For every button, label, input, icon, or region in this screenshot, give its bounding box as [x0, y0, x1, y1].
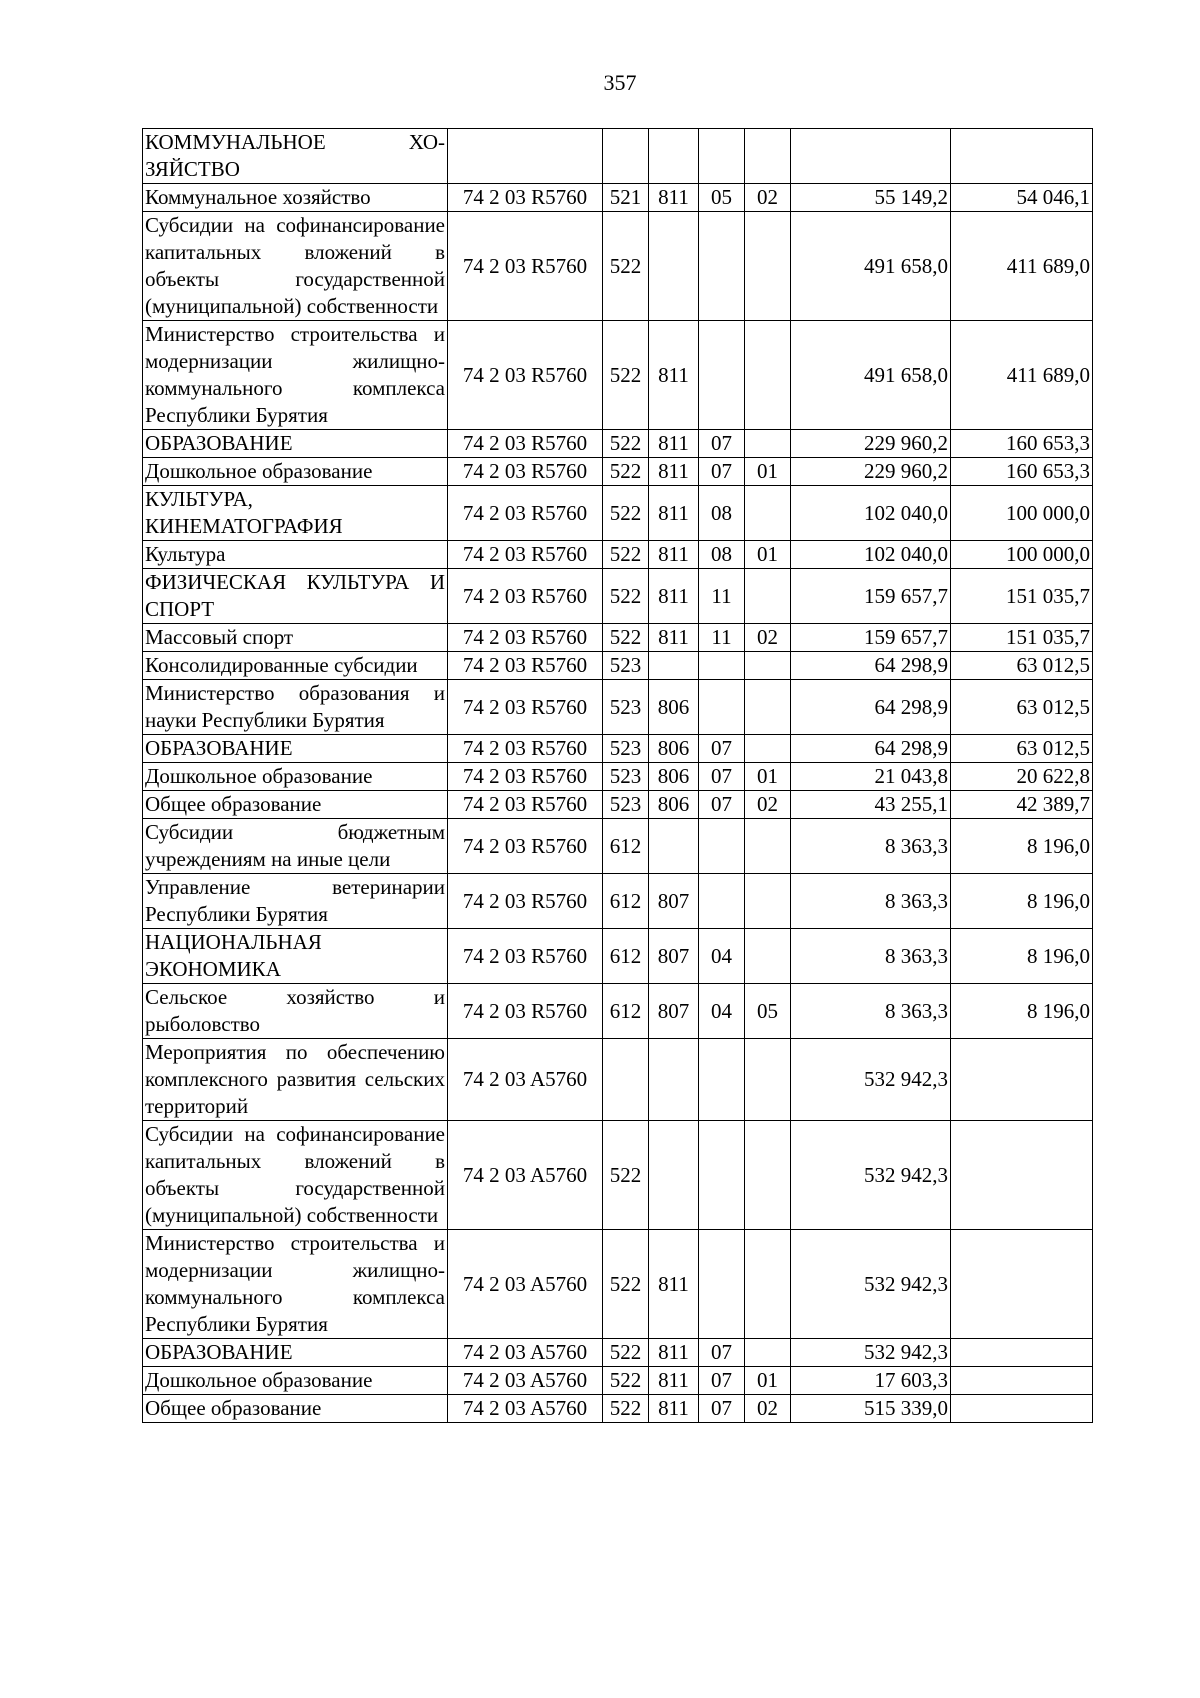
budget-table: [142, 128, 1093, 1423]
amount-year1-cell: 532 942,3: [791, 1039, 951, 1121]
subsection-cell: [745, 1039, 791, 1121]
amount-year1-cell: 532 942,3: [791, 1230, 951, 1339]
table-row: [143, 1367, 1093, 1395]
expense-type-cell: 612: [603, 984, 649, 1039]
ministry-code-cell: 811: [649, 430, 699, 458]
subsection-cell: 02: [745, 1395, 791, 1423]
row-name-cell: Дошкольное образование: [143, 763, 448, 791]
expense-type-cell: 521: [603, 184, 649, 212]
table-row: [143, 819, 1093, 874]
amount-year1-cell: 532 942,3: [791, 1121, 951, 1230]
target-code-cell: 74 2 03 A5760: [448, 1395, 603, 1423]
ministry-code-cell: 811: [649, 458, 699, 486]
amount-year2-cell: 63 012,5: [951, 735, 1093, 763]
section-cell: [699, 1230, 745, 1339]
expense-type-cell: 522: [603, 430, 649, 458]
amount-year1-cell: 8 363,3: [791, 874, 951, 929]
amount-year2-cell: 411 689,0: [951, 212, 1093, 321]
section-cell: [699, 874, 745, 929]
table-row: [143, 652, 1093, 680]
row-name-cell: КУЛЬТУРА, КИНЕМАТОГРАФИЯ: [143, 486, 448, 541]
row-name-cell: Министерство строительства и модернизации жилищно-коммунального комплекса Республики Бурятия: [143, 1230, 448, 1339]
section-cell: 04: [699, 984, 745, 1039]
table-row: [143, 763, 1093, 791]
target-code-cell: 74 2 03 R5760: [448, 874, 603, 929]
amount-year1-cell: [791, 129, 951, 184]
ministry-code-cell: [649, 1039, 699, 1121]
subsection-cell: [745, 212, 791, 321]
expense-type-cell: 522: [603, 486, 649, 541]
expense-type-cell: 523: [603, 763, 649, 791]
amount-year2-cell: 151 035,7: [951, 624, 1093, 652]
row-name-cell: Консолидированные субсидии: [143, 652, 448, 680]
row-name-cell: Массовый спорт: [143, 624, 448, 652]
row-name-cell: Коммунальное хозяйство: [143, 184, 448, 212]
ministry-code-cell: 806: [649, 735, 699, 763]
amount-year1-cell: 229 960,2: [791, 458, 951, 486]
ministry-code-cell: 806: [649, 763, 699, 791]
ministry-code-cell: 811: [649, 541, 699, 569]
table-row: [143, 212, 1093, 321]
row-name-cell: Мероприятия по обеспечению комплексного развития сельских территорий: [143, 1039, 448, 1121]
row-name-cell: КОММУНАЛЬНОЕ ХО-ЗЯЙСТВО: [143, 129, 448, 184]
subsection-cell: [745, 680, 791, 735]
amount-year1-cell: 55 149,2: [791, 184, 951, 212]
target-code-cell: 74 2 03 R5760: [448, 652, 603, 680]
amount-year1-cell: 8 363,3: [791, 819, 951, 874]
ministry-code-cell: 811: [649, 624, 699, 652]
target-code-cell: 74 2 03 R5760: [448, 624, 603, 652]
subsection-cell: 01: [745, 541, 791, 569]
amount-year2-cell: 8 196,0: [951, 984, 1093, 1039]
row-name-cell: Субсидии на софинансирование капитальных вложений в объекты государственной (муниципальной) собственности: [143, 1121, 448, 1230]
ministry-code-cell: 806: [649, 680, 699, 735]
amount-year1-cell: 102 040,0: [791, 486, 951, 541]
amount-year2-cell: [951, 1367, 1093, 1395]
row-name-cell: Субсидии на софинансирование капитальных вложений в объекты государственной (муниципальной) собственности: [143, 212, 448, 321]
amount-year1-cell: 532 942,3: [791, 1339, 951, 1367]
row-name-cell: Субсидии бюджетным учреждениям на иные цели: [143, 819, 448, 874]
amount-year2-cell: [951, 1395, 1093, 1423]
amount-year2-cell: 160 653,3: [951, 430, 1093, 458]
row-name-cell: ОБРАЗОВАНИЕ: [143, 430, 448, 458]
subsection-cell: 01: [745, 763, 791, 791]
expense-type-cell: 522: [603, 1367, 649, 1395]
amount-year2-cell: 8 196,0: [951, 929, 1093, 984]
target-code-cell: 74 2 03 R5760: [448, 819, 603, 874]
amount-year1-cell: 102 040,0: [791, 541, 951, 569]
amount-year2-cell: [951, 1339, 1093, 1367]
table-row: [143, 1121, 1093, 1230]
subsection-cell: [745, 929, 791, 984]
section-cell: [699, 212, 745, 321]
table-row: [143, 735, 1093, 763]
amount-year2-cell: 100 000,0: [951, 486, 1093, 541]
target-code-cell: 74 2 03 R5760: [448, 212, 603, 321]
ministry-code-cell: 811: [649, 1367, 699, 1395]
expense-type-cell: 612: [603, 819, 649, 874]
target-code-cell: 74 2 03 R5760: [448, 486, 603, 541]
table-row: [143, 541, 1093, 569]
table-row: [143, 1039, 1093, 1121]
amount-year2-cell: 151 035,7: [951, 569, 1093, 624]
expense-type-cell: 522: [603, 569, 649, 624]
subsection-cell: 02: [745, 791, 791, 819]
table-row: [143, 874, 1093, 929]
row-name-cell: Сельское хозяйство и рыболовство: [143, 984, 448, 1039]
amount-year1-cell: 159 657,7: [791, 624, 951, 652]
expense-type-cell: 522: [603, 212, 649, 321]
row-name-cell: Управление ветеринарии Республики Бурятия: [143, 874, 448, 929]
amount-year2-cell: [951, 1230, 1093, 1339]
table-row: [143, 184, 1093, 212]
subsection-cell: 02: [745, 184, 791, 212]
subsection-cell: [745, 569, 791, 624]
section-cell: 07: [699, 1367, 745, 1395]
subsection-cell: 05: [745, 984, 791, 1039]
expense-type-cell: [603, 1039, 649, 1121]
amount-year2-cell: 100 000,0: [951, 541, 1093, 569]
expense-type-cell: 522: [603, 624, 649, 652]
row-name-cell: Дошкольное образование: [143, 1367, 448, 1395]
ministry-code-cell: 807: [649, 874, 699, 929]
target-code-cell: 74 2 03 R5760: [448, 791, 603, 819]
expense-type-cell: 612: [603, 874, 649, 929]
amount-year2-cell: 411 689,0: [951, 321, 1093, 430]
section-cell: 11: [699, 569, 745, 624]
expense-type-cell: 522: [603, 1230, 649, 1339]
target-code-cell: 74 2 03 R5760: [448, 184, 603, 212]
table-row: [143, 680, 1093, 735]
subsection-cell: [745, 874, 791, 929]
amount-year2-cell: 63 012,5: [951, 680, 1093, 735]
row-name-cell: ОБРАЗОВАНИЕ: [143, 1339, 448, 1367]
section-cell: 07: [699, 735, 745, 763]
target-code-cell: 74 2 03 R5760: [448, 541, 603, 569]
table-row: [143, 929, 1093, 984]
section-cell: [699, 652, 745, 680]
amount-year2-cell: 42 389,7: [951, 791, 1093, 819]
section-cell: 08: [699, 486, 745, 541]
section-cell: [699, 1121, 745, 1230]
amount-year1-cell: 21 043,8: [791, 763, 951, 791]
target-code-cell: 74 2 03 R5760: [448, 569, 603, 624]
amount-year1-cell: 43 255,1: [791, 791, 951, 819]
table-row: [143, 1339, 1093, 1367]
table-row: [143, 321, 1093, 430]
target-code-cell: 74 2 03 A5760: [448, 1339, 603, 1367]
table-row: [143, 1230, 1093, 1339]
section-cell: 07: [699, 458, 745, 486]
table-row: [143, 984, 1093, 1039]
target-code-cell: 74 2 03 R5760: [448, 929, 603, 984]
section-cell: 07: [699, 430, 745, 458]
ministry-code-cell: 807: [649, 984, 699, 1039]
subsection-cell: [745, 486, 791, 541]
target-code-cell: 74 2 03 R5760: [448, 680, 603, 735]
table-row: [143, 791, 1093, 819]
amount-year1-cell: 229 960,2: [791, 430, 951, 458]
row-name-cell: Общее образование: [143, 1395, 448, 1423]
target-code-cell: 74 2 03 R5760: [448, 984, 603, 1039]
amount-year1-cell: 8 363,3: [791, 984, 951, 1039]
target-code-cell: 74 2 03 R5760: [448, 735, 603, 763]
expense-type-cell: 522: [603, 458, 649, 486]
table-row: [143, 624, 1093, 652]
subsection-cell: [745, 819, 791, 874]
subsection-cell: [745, 129, 791, 184]
section-cell: 07: [699, 791, 745, 819]
subsection-cell: [745, 735, 791, 763]
ministry-code-cell: 811: [649, 321, 699, 430]
amount-year1-cell: 8 363,3: [791, 929, 951, 984]
subsection-cell: [745, 652, 791, 680]
row-name-cell: Дошкольное образование: [143, 458, 448, 486]
expense-type-cell: 522: [603, 1339, 649, 1367]
budget-table-body: [143, 129, 1093, 1423]
ministry-code-cell: 811: [649, 486, 699, 541]
amount-year2-cell: [951, 129, 1093, 184]
section-cell: [699, 819, 745, 874]
ministry-code-cell: 807: [649, 929, 699, 984]
amount-year2-cell: 63 012,5: [951, 652, 1093, 680]
ministry-code-cell: 811: [649, 1395, 699, 1423]
ministry-code-cell: 806: [649, 791, 699, 819]
target-code-cell: 74 2 03 R5760: [448, 458, 603, 486]
ministry-code-cell: 811: [649, 184, 699, 212]
target-code-cell: 74 2 03 A5760: [448, 1367, 603, 1395]
target-code-cell: [448, 129, 603, 184]
expense-type-cell: [603, 129, 649, 184]
expense-type-cell: 522: [603, 1395, 649, 1423]
subsection-cell: [745, 321, 791, 430]
expense-type-cell: 523: [603, 680, 649, 735]
subsection-cell: [745, 1121, 791, 1230]
row-name-cell: НАЦИОНАЛЬНАЯ ЭКОНОМИКА: [143, 929, 448, 984]
amount-year2-cell: 54 046,1: [951, 184, 1093, 212]
ministry-code-cell: [649, 819, 699, 874]
expense-type-cell: 523: [603, 735, 649, 763]
ministry-code-cell: [649, 129, 699, 184]
row-name-cell: ОБРАЗОВАНИЕ: [143, 735, 448, 763]
section-cell: 07: [699, 1395, 745, 1423]
section-cell: 11: [699, 624, 745, 652]
amount-year2-cell: 20 622,8: [951, 763, 1093, 791]
target-code-cell: 74 2 03 A5760: [448, 1230, 603, 1339]
section-cell: [699, 1039, 745, 1121]
expense-type-cell: 522: [603, 321, 649, 430]
amount-year1-cell: 64 298,9: [791, 680, 951, 735]
amount-year1-cell: 491 658,0: [791, 212, 951, 321]
section-cell: [699, 129, 745, 184]
ministry-code-cell: 811: [649, 1339, 699, 1367]
subsection-cell: [745, 1230, 791, 1339]
amount-year2-cell: 160 653,3: [951, 458, 1093, 486]
target-code-cell: 74 2 03 R5760: [448, 430, 603, 458]
amount-year1-cell: 491 658,0: [791, 321, 951, 430]
table-row: [143, 486, 1093, 541]
expense-type-cell: 612: [603, 929, 649, 984]
row-name-cell: Министерство строительства и модернизации жилищно-коммунального комплекса Республики Бурятия: [143, 321, 448, 430]
subsection-cell: 01: [745, 1367, 791, 1395]
ministry-code-cell: [649, 1121, 699, 1230]
amount-year2-cell: 8 196,0: [951, 819, 1093, 874]
target-code-cell: 74 2 03 A5760: [448, 1121, 603, 1230]
ministry-code-cell: [649, 212, 699, 321]
table-row: [143, 430, 1093, 458]
expense-type-cell: 522: [603, 541, 649, 569]
amount-year1-cell: 64 298,9: [791, 735, 951, 763]
ministry-code-cell: 811: [649, 1230, 699, 1339]
expense-type-cell: 522: [603, 1121, 649, 1230]
amount-year2-cell: 8 196,0: [951, 874, 1093, 929]
section-cell: 07: [699, 1339, 745, 1367]
ministry-code-cell: 811: [649, 569, 699, 624]
section-cell: 04: [699, 929, 745, 984]
amount-year1-cell: 17 603,3: [791, 1367, 951, 1395]
amount-year1-cell: 159 657,7: [791, 569, 951, 624]
table-row: [143, 129, 1093, 184]
section-cell: [699, 321, 745, 430]
subsection-cell: 02: [745, 624, 791, 652]
amount-year2-cell: [951, 1039, 1093, 1121]
table-row: [143, 458, 1093, 486]
amount-year1-cell: 64 298,9: [791, 652, 951, 680]
section-cell: 08: [699, 541, 745, 569]
expense-type-cell: 523: [603, 791, 649, 819]
subsection-cell: 01: [745, 458, 791, 486]
amount-year1-cell: 515 339,0: [791, 1395, 951, 1423]
row-name-cell: Культура: [143, 541, 448, 569]
section-cell: [699, 680, 745, 735]
row-name-cell: ФИЗИЧЕСКАЯ КУЛЬТУРА И СПОРТ: [143, 569, 448, 624]
section-cell: 07: [699, 763, 745, 791]
subsection-cell: [745, 1339, 791, 1367]
subsection-cell: [745, 430, 791, 458]
amount-year2-cell: [951, 1121, 1093, 1230]
row-name-cell: Общее образование: [143, 791, 448, 819]
row-name-cell: Министерство образования и науки Республики Бурятия: [143, 680, 448, 735]
expense-type-cell: 523: [603, 652, 649, 680]
table-row: [143, 569, 1093, 624]
table-row: [143, 1395, 1093, 1423]
page-number: 357: [603, 70, 637, 95]
target-code-cell: 74 2 03 R5760: [448, 763, 603, 791]
section-cell: 05: [699, 184, 745, 212]
ministry-code-cell: [649, 652, 699, 680]
target-code-cell: 74 2 03 R5760: [448, 321, 603, 430]
target-code-cell: 74 2 03 A5760: [448, 1039, 603, 1121]
